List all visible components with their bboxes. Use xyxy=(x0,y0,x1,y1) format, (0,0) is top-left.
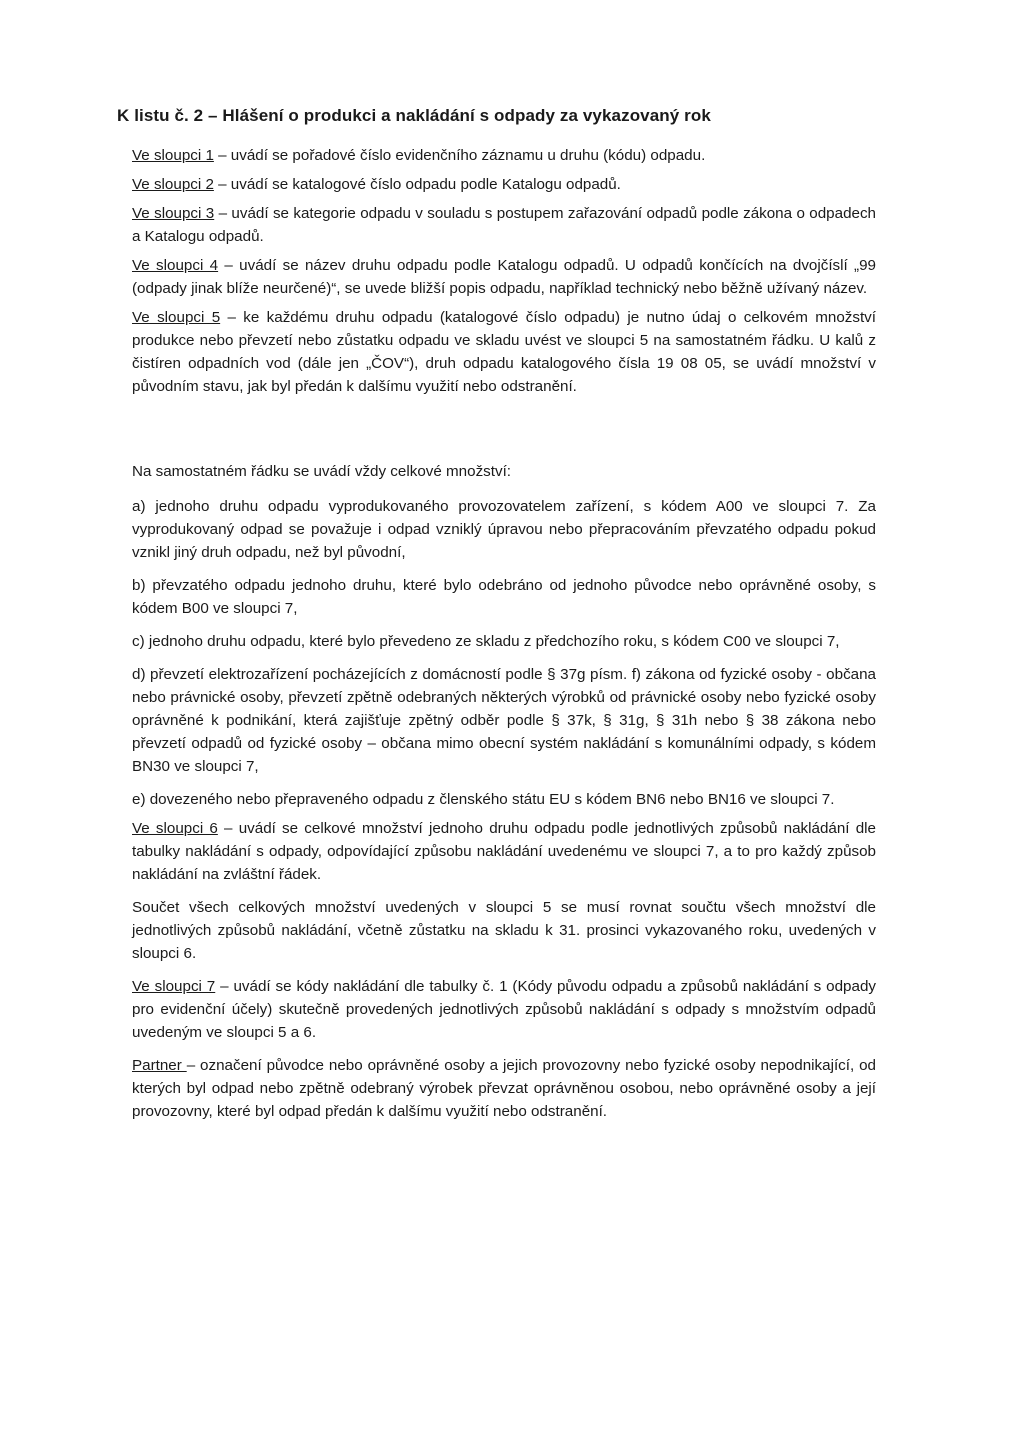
column-4-paragraph xyxy=(132,254,876,300)
list-intro: Na samostatném řádku se uvádí vždy celkové množství: xyxy=(132,463,512,480)
column-7-paragraph xyxy=(132,975,876,1044)
column-label: Ve sloupci 4 xyxy=(132,257,219,274)
column-label: Ve sloupci 3 xyxy=(132,205,215,222)
list-item-b: b) převzatého odpadu jednoho druhu, které bylo odebráno od jednoho původce nebo oprávněné osoby, s kódem B00 ve sloupci 7, xyxy=(132,577,876,617)
column-label: Ve sloupci 6 xyxy=(132,820,218,837)
column-5-paragraph xyxy=(132,306,876,398)
sum-note-paragraph: Součet všech celkových množství uvedených v sloupci 5 se musí rovnat součtu všech množství dle jednotlivých způsobů nakládání, včetně zůstatku na skladu k 31. prosinci vykazovaného roku, uvedených v sloupci 6. xyxy=(132,899,876,962)
column-label: Ve sloupci 2 xyxy=(132,176,214,193)
column-text: – uvádí se název druhu odpadu podle Katalogu odpadů. U odpadů končících na dvojčíslí „99 (odpady jinak blíže neurčené)“, se uvede bližší popis odpadu, například technický nebo běžně užívaný název. xyxy=(132,257,876,297)
column-text: – uvádí se celkové množství jednoho druhu odpadu podle jednotlivých způsobů nakládání dle tabulky nakládání s odpady, odpovídající způsobu nakládání uvedenému ve sloupci 7, a to pro každý způsob nakládání na zvláštní řádek. xyxy=(132,820,876,883)
column-text: – uvádí se pořadové číslo evidenčního záznamu u druhu (kódu) odpadu. xyxy=(213,147,706,164)
column-label: Ve sloupci 5 xyxy=(132,309,221,326)
document-title: K listu č. 2 – Hlášení o produkci a nakládání s odpady za vykazovaný rok xyxy=(117,106,711,125)
column-6-paragraph xyxy=(132,817,876,886)
column-text: – uvádí se katalogové číslo odpadu podle Katalogu odpadů. xyxy=(213,176,621,193)
partner-label: Partner xyxy=(132,1057,187,1074)
list-item-c: c) jednoho druhu odpadu, které bylo převedeno ze skladu z předchozího roku, s kódem C00 ve sloupci 7, xyxy=(132,633,840,650)
column-label: Ve sloupci 7 xyxy=(132,978,216,995)
document-content xyxy=(132,144,876,1123)
partner-text: – označení původce nebo oprávněné osoby a jejich provozovny nebo fyzické osoby nepodnikající, od kterých byl odpad nebo zpětně odebraný výrobek převzat oprávněnou osobou, nebo oprávněné osoby a její provozovny, které byl odpad předán k dalšímu využití nebo odstranění. xyxy=(132,1057,876,1120)
column-text: – ke každému druhu odpadu (katalogové číslo odpadu) je nutno údaj o celkovém množství produkce nebo převzetí nebo zůstatku odpadu ve skladu uvést ve sloupci 5 na samostatném řádku. U kalů z čistíren odpadních vod (dále jen „ČOV“), druh odpadu katalogového čísla 19 08 05, se uvádí množství v původním stavu, jak byl předán k dalšímu využití nebo odstranění. xyxy=(132,309,876,395)
list-item-e: e) dovezeného nebo přepraveného odpadu z členského státu EU s kódem BN6 nebo BN16 ve sloupci 7. xyxy=(132,791,835,808)
column-label: Ve sloupci 1 xyxy=(132,147,214,164)
spacer xyxy=(132,404,876,460)
column-text: – uvádí se kódy nakládání dle tabulky č. 1 (Kódy původu odpadu a způsobů nakládání s odpady pro evidenční účely) skutečně provedených jednotlivých způsobů nakládání s odpady s množstvím odpadů uvedeným ve sloupci 5 a 6. xyxy=(132,978,876,1041)
column-text: – uvádí se kategorie odpadu v souladu s postupem zařazování odpadů podle zákona o odpadech a Katalogu odpadů. xyxy=(132,205,876,245)
partner-paragraph xyxy=(132,1054,876,1123)
column-3-paragraph xyxy=(132,202,876,248)
column-1-paragraph xyxy=(132,144,876,167)
column-2-paragraph xyxy=(132,173,876,196)
list-item-d: d) převzetí elektrozařízení pocházejících z domácností podle § 37g písm. f) zákona od fyzické osoby - občana nebo právnické osoby, převzetí zpětně odebraných některých výrobků od právnické osoby nebo fyzické osoby oprávněné k podnikání, která zajišťuje zpětný odběr podle § 37k, § 31g, § 31h nebo § 38 zákona nebo převzetí odpadů od fyzické osoby – občana mimo obecní systém nakládání s komunálními odpady, s kódem BN30 ve sloupci 7, xyxy=(132,666,876,775)
list-item-a: a) jednoho druhu odpadu vyprodukovaného provozovatelem zařízení, s kódem A00 ve sloupci 7. Za vyprodukovaný odpad se považuje i odpad vzniklý úpravou nebo přepracováním převzatého odpadu pokud vznikl jiný druh odpadu, než byl původní, xyxy=(132,498,876,561)
